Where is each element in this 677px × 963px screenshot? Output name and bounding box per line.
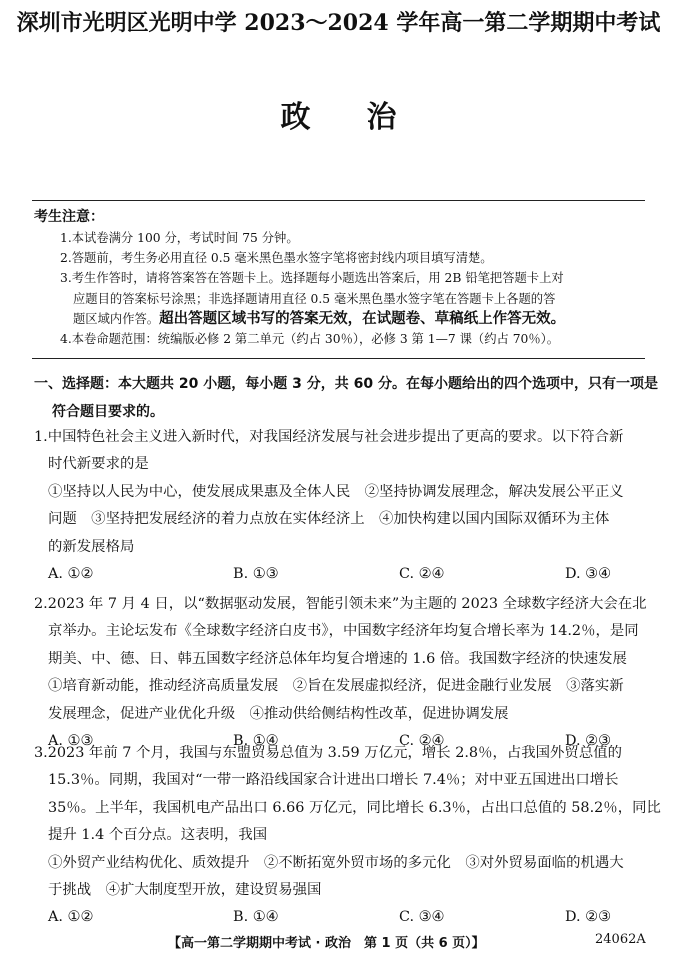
question-2 — [34, 591, 654, 755]
question-line: ①外贸产业结构优化、质效提升 ②不断拓宽外贸市场的多元化 ③对外贸易面临的机遇大 — [48, 854, 624, 871]
option-d: D. ②③ — [565, 733, 611, 750]
question-3 — [34, 740, 661, 932]
option-b: B. ①③ — [233, 566, 279, 583]
question-line: 发展理念，促进产业优化升级 ④推动供给侧结构性改革，促进协调发展 — [48, 705, 509, 722]
question-line: 3.2023 年前 7 个月，我国与东盟贸易总值为 3.59 万亿元，增长 2.8％，占我国外贸总值的 — [34, 745, 622, 761]
option-a: A. ①③ — [48, 733, 94, 750]
question-line: ①培育新动能，推动经济高质量发展 ②旨在发展虚拟经济，促进金融行业发展 ③落实新 — [48, 678, 624, 695]
option-b: B. ①④ — [233, 733, 279, 750]
option-c: C. ②④ — [399, 566, 445, 583]
question-line: 问题 ③坚持把发展经济的着力点放在实体经济上 ④加快构建以国内国际双循环为主体 — [48, 511, 610, 528]
section-heading-line: 一、选择题：本大题共 20 小题，每小题 3 分，共 60 分。在每小题给出的四个选项中，只有一项是 — [34, 376, 658, 392]
option-c: C. ②④ — [399, 733, 445, 750]
subject-char-1: 政 — [280, 100, 311, 135]
exam-title: 深圳市光明区光明中学 2023～2024 学年高一第二学期期中考试 — [16, 10, 661, 36]
option-b: B. ①④ — [233, 909, 279, 926]
notice-emphasis: 超出答题区域书写的答案无效，在试题卷、草稿纸上作答无效。 — [159, 310, 566, 327]
top-divider — [32, 200, 645, 201]
bottom-divider — [32, 358, 645, 359]
notice-line-prefix: 题区域内作答。 — [73, 311, 160, 326]
option-d: D. ③④ — [565, 566, 611, 583]
section-heading — [34, 370, 658, 426]
answer-options — [34, 561, 654, 588]
answer-options — [34, 904, 654, 931]
question-line: 时代新要求的是 — [48, 456, 149, 473]
question-line: ①坚持以人民为中心，使发展成果惠及全体人民 ②坚持协调发展理念，解决发展公平正义 — [48, 483, 624, 500]
option-c: C. ③④ — [399, 909, 445, 926]
section-heading-line: 符合题目要求的。 — [52, 404, 164, 420]
question-line: 1.中国特色社会主义进入新时代，对我国经济发展与社会进步提出了更高的要求。以下符合新 — [34, 429, 624, 445]
footer-code: 24062A — [595, 932, 646, 947]
notice-line: 应题目的答案标号涂黑；非选择题请用直径 0.5 毫米黑色墨水签字笔在答题卡上各题的答 — [73, 291, 556, 306]
notice-line: 2.答题前，考生务必用直径 0.5 毫米黑色墨水签字笔将密封线内项目填写清楚。 — [60, 251, 493, 266]
option-d: D. ②③ — [565, 909, 611, 926]
subject-char-2: 治 — [366, 100, 397, 135]
question-line: 2.2023 年 7 月 4 日，以“数据驱动发展，智能引领未来”为主题的 2023 全球数字经济大会在北 — [34, 596, 647, 612]
notice-block — [60, 228, 650, 349]
subject-title — [0, 92, 677, 136]
question-line: 的新发展格局 — [48, 538, 135, 555]
question-1 — [34, 424, 654, 588]
notice-line: 1.本试卷满分 100 分，考试时间 75 分钟。 — [60, 231, 299, 245]
notice-line: 4.本卷命题范围：统编版必修 2 第二单元（约占 30％），必修 3 第 1—7 课（约占 70％）。 — [60, 332, 560, 347]
footer-page-info: 【高一第二学期期中考试 · 政治 第 1 页（共 6 页）】 — [168, 936, 485, 951]
option-a: A. ①② — [48, 566, 94, 583]
question-line: 期美、中、德、日、韩五国数字经济总体年均复合增速的 1.6 倍。我国数字经济的快速发展 — [48, 650, 627, 667]
question-line: 京举办。主论坛发布《全球数字经济白皮书》，中国数字经济年均复合增长率为 14.2％，是同 — [48, 623, 639, 640]
question-line: 15.3％。同期，我国对“一带一路沿线国家合计进出口增长 7.4％；对中亚五国进出口增长 — [48, 772, 619, 789]
question-line: 35％。上半年，我国机电产品出口 6.66 万亿元，同比增长 6.3％，占出口总值的 58.2％，同比 — [48, 799, 661, 816]
option-a: A. ①② — [48, 909, 94, 926]
notice-title: 考生注意： — [34, 209, 104, 225]
question-line: 于挑战 ④扩大制度型开放，建设贸易强国 — [48, 882, 322, 899]
notice-line — [60, 309, 650, 329]
notice-line: 3.考生作答时，请将答案答在答题卡上。选择题每小题选出答案后，用 2B 铅笔把答题卡上对 — [60, 271, 564, 286]
question-line: 提升 1.4 个百分点。这表明，我国 — [48, 827, 268, 844]
